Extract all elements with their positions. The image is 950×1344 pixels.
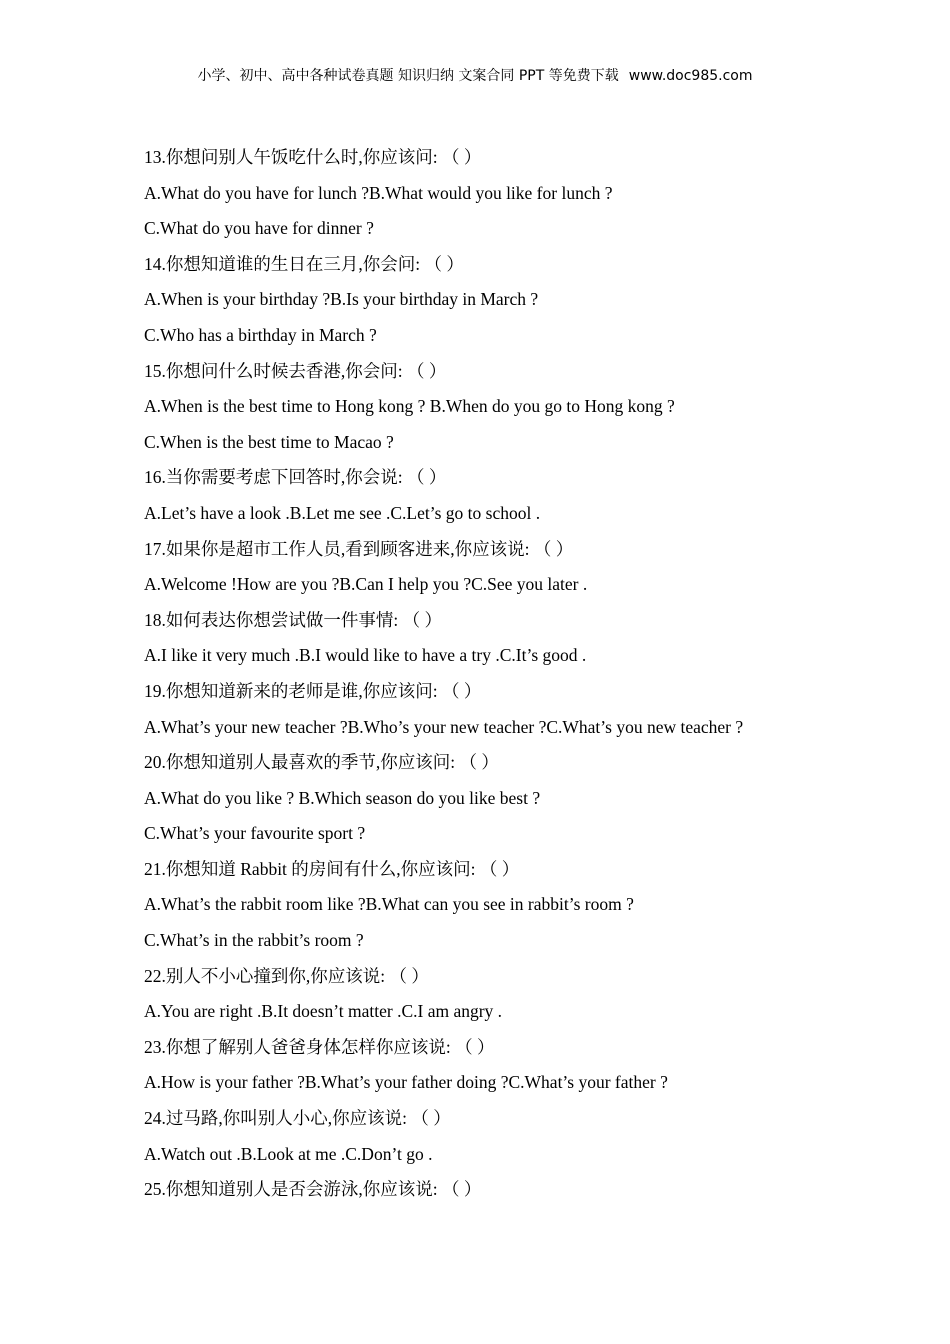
question-14-options-ab: A.When is your birthday ?B.Is your birthday in March ?: [144, 289, 539, 310]
question-18: 18.如何表达你想尝试做一件事情: （ ）: [144, 609, 442, 630]
question-17-options: A.Welcome !How are you ?B.Can I help you ?C.See you later .: [144, 574, 588, 595]
question-24-options: A.Watch out .B.Look at me .C.Don’t go .: [144, 1143, 433, 1164]
question-22: 22.别人不小心撞到你,你应该说: （ ）: [144, 965, 429, 986]
question-25: 25.你想知道别人是否会游泳,你应该说: （ ）: [144, 1179, 482, 1200]
question-19: 19.你想知道新来的老师是谁,你应该问: （ ）: [144, 680, 482, 701]
question-13-option-c: C.What do you have for dinner ?: [144, 218, 374, 239]
question-14: 14.你想知道谁的生日在三月,你会问: （ ）: [144, 253, 464, 274]
question-23-options: A.How is your father ?B.What’s your father doing ?C.What’s your father ?: [144, 1072, 668, 1093]
question-17: 17.如果你是超市工作人员,看到顾客进来,你应该说: （ ）: [144, 538, 574, 559]
question-20: 20.你想知道别人最喜欢的季节,你应该问: （ ）: [144, 752, 499, 773]
question-13: 13.你想问别人午饭吃什么时,你应该问: （ ）: [144, 147, 482, 167]
question-20-options-ab: A.What do you like ? B.Which season do you like best ?: [144, 787, 541, 808]
question-23: 23.你想了解别人爸爸身体怎样你应该说: （ ）: [144, 1036, 495, 1057]
header-text: 小学、初中、高中各种试卷真题 知识归纳 文案合同 PPT 等免费下载: [197, 68, 619, 84]
question-14-option-c: C.Who has a birthday in March ?: [144, 324, 377, 345]
question-15-options-ab: A.When is the best time to Hong kong ? B.When do you go to Hong kong ?: [144, 396, 675, 417]
question-19-options: A.What’s your new teacher ?B.Who’s your new teacher ?C.What’s you new teacher ?: [144, 716, 744, 737]
question-21: 21.你想知道 Rabbit 的房间有什么,你应该问: （ ）: [144, 858, 520, 879]
question-21-options-ab: A.What’s the rabbit room like ?B.What can you see in rabbit’s room ?: [144, 894, 634, 915]
question-15-option-c: C.When is the best time to Macao ?: [144, 431, 394, 452]
question-24: 24.过马路,你叫别人小心,你应该说: （ ）: [144, 1108, 451, 1129]
question-16: 16.当你需要考虑下回答时,你会说: （ ）: [144, 467, 447, 488]
header-site-link[interactable]: www.doc985.com: [628, 68, 753, 84]
question-21-option-c: C.What’s in the rabbit’s room ?: [144, 930, 364, 951]
question-16-options: A.Let’s have a look .B.Let me see .C.Let’s go to school .: [144, 502, 541, 523]
question-18-options: A.I like it very much .B.I would like to have a try .C.It’s good .: [144, 645, 587, 666]
question-20-option-c: C.What’s your favourite sport ?: [144, 823, 366, 844]
question-13-options-ab: A.What do you have for lunch ?B.What would you like for lunch ?: [144, 182, 613, 203]
page-header: [0, 64, 950, 88]
question-15: 15.你想问什么时候去香港,你会问: （ ）: [144, 360, 447, 381]
document-body: [144, 140, 844, 1208]
question-22-options: A.You are right .B.It doesn’t matter .C.I am angry .: [144, 1001, 503, 1022]
